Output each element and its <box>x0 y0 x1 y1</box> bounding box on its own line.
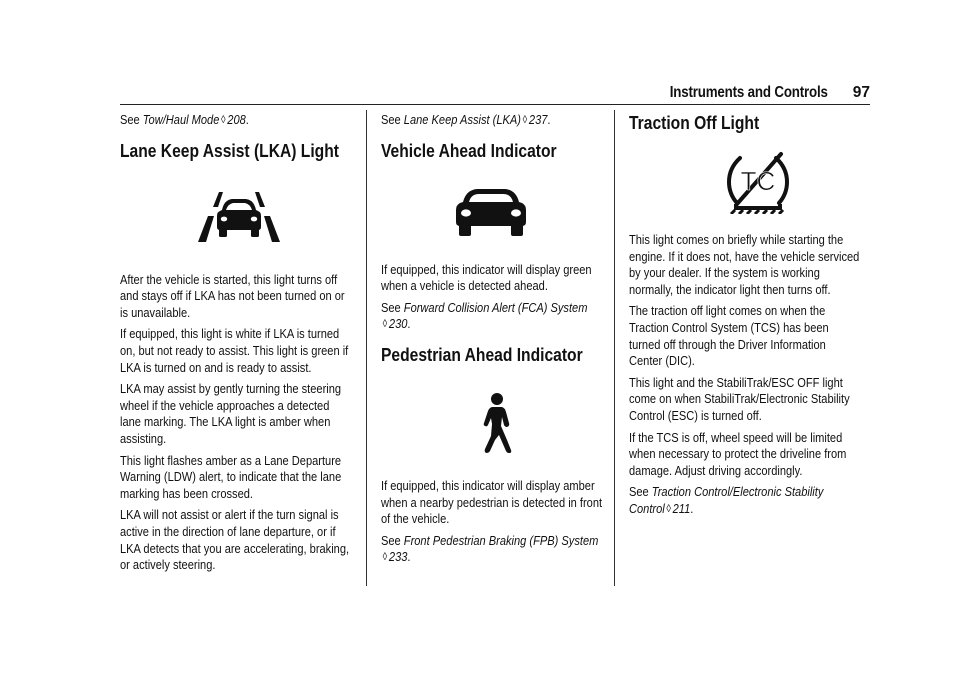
body-paragraph: This light flashes amber as a Lane Departure Warning (LDW) alert, to indicate that the lane marking has been crossed. <box>120 452 342 501</box>
see-reference: See Tow/Haul Mode ◊ 208. <box>120 112 249 127</box>
page-header <box>0 84 960 106</box>
lka-icon <box>184 180 352 250</box>
xref-link[interactable]: Tow/Haul Mode <box>142 112 220 127</box>
page-number: 97 <box>852 84 870 101</box>
vehicle-ahead-icon <box>451 184 613 238</box>
body-paragraph: If equipped, this indicator will display green when a vehicle is detected ahead. <box>381 261 592 294</box>
see-reference: See Front Pedestrian Braking (FPB) System ◊ 233. <box>381 532 599 565</box>
tc-icon-label: TC <box>740 166 776 196</box>
page-ref-arrow-icon: ◊ <box>522 114 528 126</box>
body-paragraph: If the TCS is off, wheel speed will be limited when necessary to protect the driveline from damage. Adjust driving accordingly. <box>629 429 847 478</box>
body-paragraph: If equipped, this light is white if LKA is turned on, but not ready to assist. This light is green if LKA is turned on and is ready to assist. <box>120 326 349 375</box>
xref-link[interactable]: Lane Keep Assist (LKA) <box>403 112 522 127</box>
xref-page[interactable]: 230 <box>388 316 408 332</box>
section-heading: Lane Keep Assist (LKA) Light <box>120 139 339 161</box>
body-paragraph: LKA may assist by gently turning the steering wheel if the vehicle approaches a detected lane marking. The LKA light is amber when assisting. <box>120 381 342 446</box>
column-divider <box>614 110 615 586</box>
body-paragraph: If equipped, this indicator will display amber when a nearby pedestrian is detected in front of the vehicle. <box>381 477 603 527</box>
page-ref-arrow-icon: ◊ <box>666 502 671 515</box>
page-ref-arrow-icon: ◊ <box>221 114 226 126</box>
section-heading: Traction Off Light <box>629 112 760 133</box>
body-paragraph: This light and the StabiliTrak/ESC OFF light come on when StabiliTrak/Electronic Stability Control (ESC) is turned off. <box>629 374 850 423</box>
xref-page[interactable]: 211 <box>672 500 691 516</box>
see-reference: See Traction Control/Electronic Stability Control ◊ 211. <box>629 484 824 516</box>
body-paragraph: The traction off light comes on when the Traction Control System (TCS) has been turned off through the Driver Information Center (DIC). <box>629 303 829 369</box>
see-reference: See Lane Keep Assist (LKA) ◊ 237. <box>381 112 551 127</box>
page-ref-arrow-icon: ◊ <box>382 318 388 331</box>
section-title: Instruments and Controls <box>669 84 828 101</box>
xref-page[interactable]: 233 <box>388 549 408 565</box>
xref-page[interactable]: 208 <box>227 112 246 127</box>
section-heading: Vehicle Ahead Indicator <box>381 139 557 161</box>
body-paragraph: This light comes on briefly while starting the engine. If it does not, have the vehicle serviced by your dealer. If the system is working normally, the indicator light then turns off. <box>629 232 860 297</box>
column-2 <box>381 112 613 567</box>
xref-link[interactable]: Forward Collision Alert (FCA) System <box>403 299 588 315</box>
xref-page[interactable]: 237 <box>528 112 548 127</box>
page-ref-arrow-icon: ◊ <box>382 551 388 564</box>
xref-link[interactable]: Traction Control/Electronic Stability Control <box>629 484 824 516</box>
xref-link[interactable]: Front Pedestrian Braking (FPB) System <box>403 532 599 548</box>
column-1 <box>120 112 352 574</box>
column-3 <box>629 112 861 519</box>
section-heading: Pedestrian Ahead Indicator <box>381 343 583 365</box>
see-reference: See Forward Collision Alert (FCA) System ◊ 230. <box>381 299 588 332</box>
body-paragraph: After the vehicle is started, this light turns off and stays off if LKA has not been turned on or is unavailable. <box>120 271 345 320</box>
traction-off-icon <box>723 148 861 214</box>
column-divider <box>366 110 367 586</box>
body-paragraph: LKA will not assist or alert if the turn signal is active in the direction of lane departure, or if LKA detects that you are accelerating, braking, or actively steering. <box>120 507 350 573</box>
pedestrian-icon <box>477 392 613 454</box>
header-rule <box>120 104 870 105</box>
